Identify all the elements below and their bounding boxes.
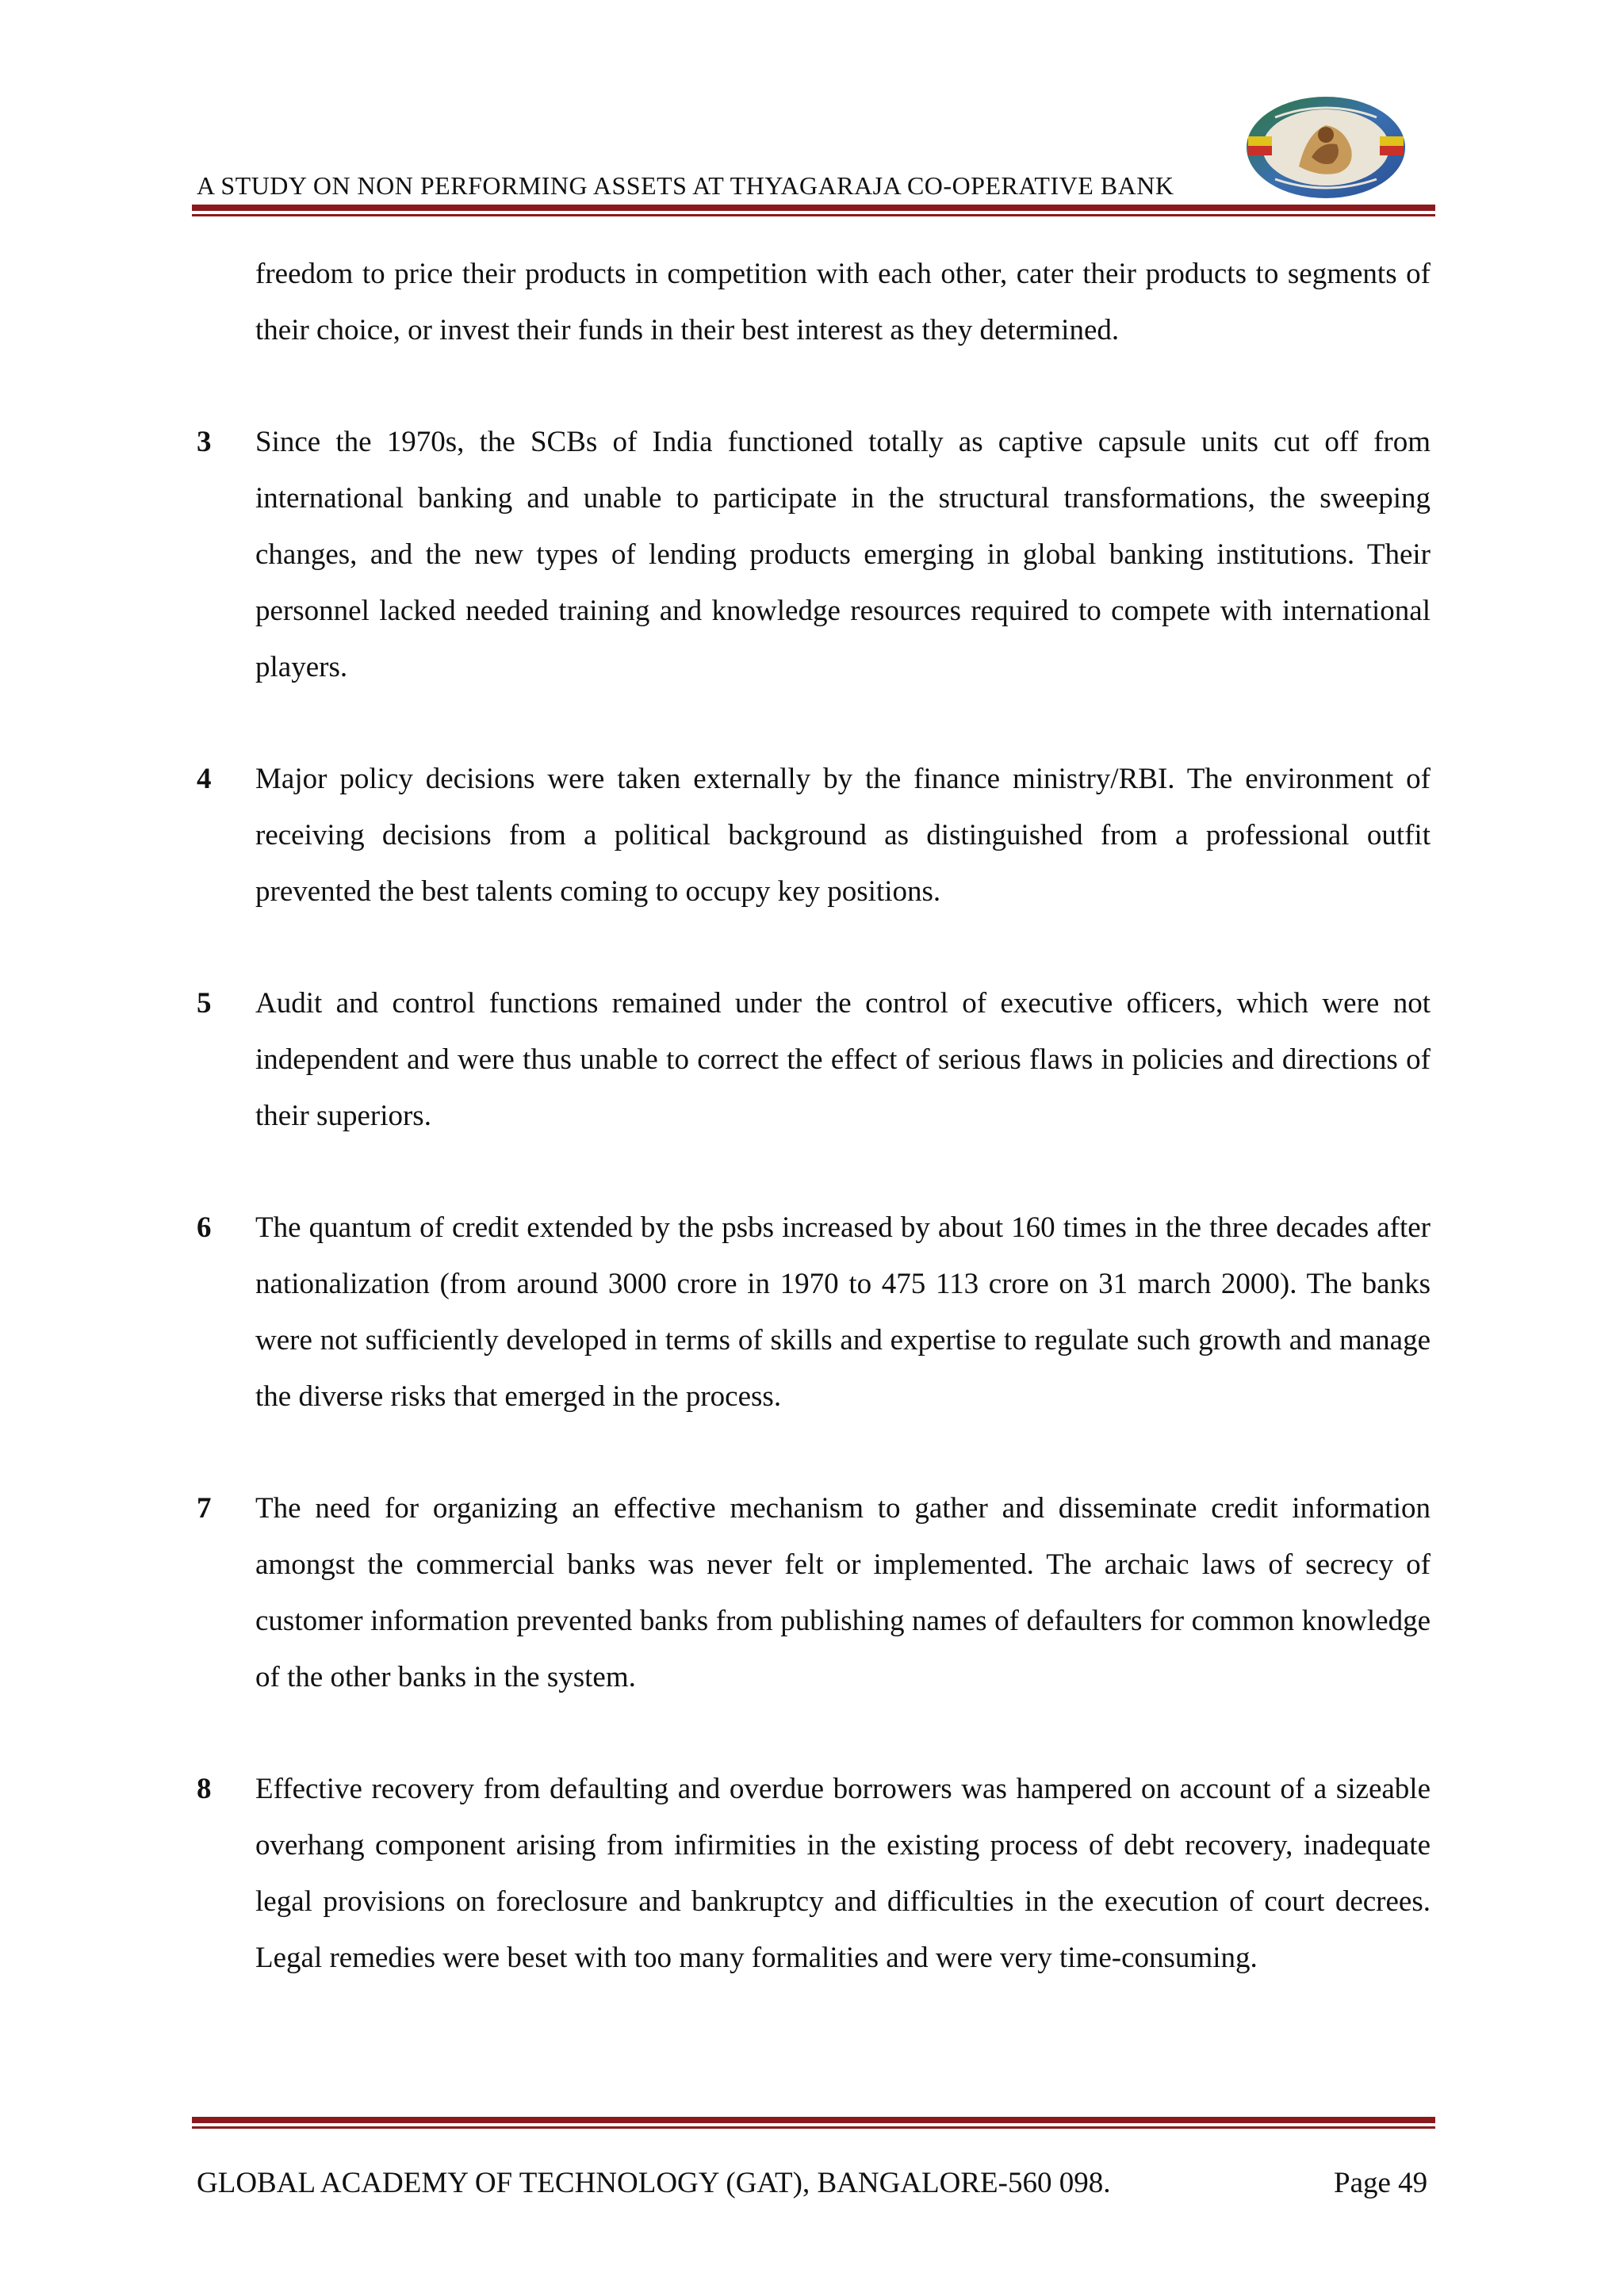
bank-emblem-logo	[1243, 94, 1408, 201]
list-item-number: 5	[197, 987, 212, 1020]
list-item	[197, 1761, 1431, 1986]
list-item	[197, 1480, 1431, 1705]
list-item-text: Effective recovery from defaulting and overdue borrowers was hampered on account of a sizeable overhang component arising from infirmities in the existing process of debt recovery, inadequate legal provisions on foreclosure and bankruptcy and difficulties in the execution of court decrees. Legal remedies were beset with too many formalities and were very time-consuming.	[255, 1773, 1431, 1974]
list-item-text: The need for organizing an effective mechanism to gather and disseminate credit information amongst the commercial banks was never felt or implemented. The archaic laws of secrecy of customer information prevented banks from publishing names of defaulters for common knowledge of the other banks in the system.	[255, 1492, 1431, 1693]
list-item-text: Major policy decisions were taken externally by the finance ministry/RBI. The environment of receiving decisions from a political background as distinguished from a professional outfit prevented the best talents coming to occupy key positions.	[255, 763, 1431, 908]
list-item	[197, 414, 1431, 695]
list-item-number: 7	[197, 1492, 212, 1525]
list-item	[197, 751, 1431, 920]
page-header-title: A STUDY ON NON PERFORMING ASSETS AT THYAGARAJA CO-OPERATIVE BANK	[197, 171, 1174, 200]
list-item-text: Audit and control functions remained under the control of executive officers, which were not independent and were thus unable to correct the effect of serious flaws in policies and directions of their superiors.	[255, 987, 1431, 1132]
footer-rule-thin	[192, 2126, 1435, 2129]
page-content	[197, 246, 1431, 1986]
footer-institution: GLOBAL ACADEMY OF TECHNOLOGY (GAT), BANGALORE-560 098.	[197, 2167, 1111, 2199]
list-item-text: Since the 1970s, the SCBs of India functioned totally as captive capsule units cut off from international banking and unable to participate in the structural transformations, the sweeping changes, and the new types of lending products emerging in global banking institutions. Their personnel lacked needed training and knowledge resources required to compete with international players.	[255, 426, 1431, 683]
list-item-number: 8	[197, 1773, 212, 1805]
list-item	[197, 975, 1431, 1144]
page-number: Page 49	[1334, 2167, 1428, 2199]
continued-paragraph: freedom to price their products in competition with each other, cater their products to segments of their choice, or invest their funds in their best interest as they determined.	[255, 258, 1431, 346]
list-item-number: 4	[197, 763, 212, 795]
list-item	[197, 1200, 1431, 1425]
list-item-number: 3	[197, 426, 212, 458]
list-item-number: 6	[197, 1211, 212, 1244]
list-item-text: The quantum of credit extended by the psbs increased by about 160 times in the three decades after nationalization (from around 3000 crore in 1970 to 475 113 crore on 31 march 2000). The banks were not sufficiently developed in terms of skills and expertise to regulate such growth and manage the diverse risks that emerged in the process.	[255, 1211, 1431, 1413]
header-rule-thin	[192, 214, 1435, 216]
footer-rule-thick	[192, 2117, 1435, 2123]
header-rule-thick	[192, 205, 1435, 211]
